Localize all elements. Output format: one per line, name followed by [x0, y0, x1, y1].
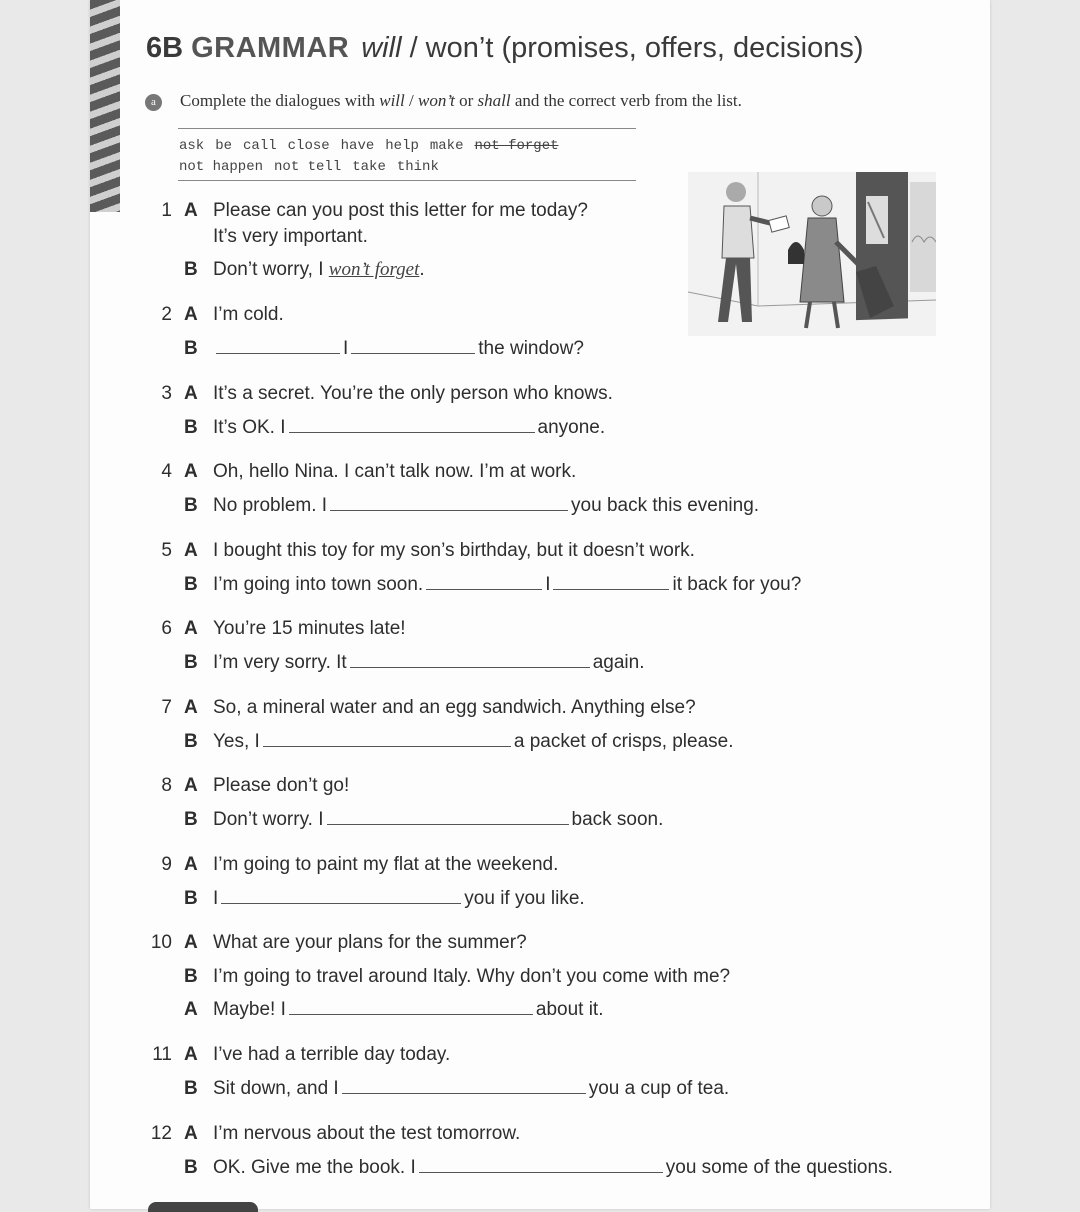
speaker-label: A — [184, 304, 198, 325]
speaker-label: A — [184, 775, 198, 796]
dialogue-line — [213, 495, 759, 517]
line-text-after: again. — [592, 652, 645, 673]
dialogue-number: 2 — [161, 304, 172, 325]
speaker-label: B — [184, 338, 198, 359]
dialogue-number: 5 — [161, 540, 172, 561]
dialogue-line — [213, 417, 605, 439]
line-text-middle: I — [545, 574, 551, 595]
answer-blank[interactable] — [221, 889, 461, 904]
line-text-before: Don’t worry, I — [213, 259, 329, 280]
line-text-before: OK. Give me the book. I — [213, 1157, 416, 1178]
dialogue-line — [213, 338, 584, 360]
dialogue-line: You’re 15 minutes late! — [213, 618, 406, 639]
dialogue-line — [213, 652, 645, 674]
answer-blank[interactable] — [419, 1158, 663, 1173]
speaker-label: A — [184, 540, 198, 561]
line-text-middle: I — [343, 338, 349, 359]
answer-blank[interactable] — [553, 575, 669, 590]
speaker-label: B — [184, 966, 198, 987]
speaker-label: A — [184, 999, 198, 1020]
dialogue-number: 4 — [161, 461, 172, 482]
dialogue-line: I bought this toy for my son’s birthday, but it doesn’t work. — [213, 540, 695, 561]
speaker-label: A — [184, 618, 198, 639]
line-text-before: I’m very sorry. It — [213, 652, 347, 673]
answer-blank[interactable] — [351, 339, 475, 354]
answer-blank[interactable] — [327, 810, 569, 825]
line-text-before: Sit down, and I — [213, 1078, 339, 1099]
line-text-before: I — [213, 888, 219, 909]
speaker-label: A — [184, 697, 198, 718]
worksheet-page — [90, 0, 990, 1209]
dialogue-line: It’s very important. — [213, 226, 368, 247]
dialogue-line: I’m going to paint my flat at the weekend. — [213, 854, 559, 875]
speaker-label: A — [184, 383, 198, 404]
word-list-row-2: not happen not tell take think — [179, 159, 439, 175]
speaker-label: B — [184, 1157, 198, 1178]
line-text-after: it back for you? — [672, 574, 802, 595]
speaker-label: B — [184, 888, 198, 909]
dialogue-number: 3 — [161, 383, 172, 404]
speaker-label: A — [184, 1044, 198, 1065]
line-text-before: No problem. I — [213, 495, 328, 516]
line-text-after: back soon. — [571, 809, 664, 830]
speaker-label: B — [184, 1078, 198, 1099]
speaker-label: B — [184, 652, 198, 673]
page-title: 6B GRAMMAR will / won’t (promises, offers, decisions) — [146, 32, 864, 64]
speaker-label: B — [184, 574, 198, 595]
line-text-before: It’s OK. I — [213, 417, 286, 438]
dialogue-line — [213, 888, 585, 910]
dialogue-line: I’m going to travel around Italy. Why don’t you come with me? — [213, 966, 731, 987]
dialogue-number: 12 — [150, 1123, 172, 1144]
dialogue-line: It’s a secret. You’re the only person who knows. — [213, 383, 613, 404]
word-list-row-1: ask be call close have help make not forget — [179, 138, 559, 154]
speaker-label: B — [184, 417, 198, 438]
line-text-after: you back this evening. — [571, 495, 760, 516]
dialogue-line — [213, 574, 801, 596]
line-text-before: Maybe! I — [213, 999, 286, 1020]
example-answer: won’t forget — [328, 259, 420, 280]
answer-blank[interactable] — [350, 653, 590, 668]
dialogue-number: 6 — [161, 618, 172, 639]
dialogue-line: What are your plans for the summer? — [213, 932, 527, 953]
dialogue-number: 7 — [161, 697, 172, 718]
exercise-instruction: Complete the dialogues with will / won’t or shall and the correct verb from the list. — [180, 91, 742, 110]
answer-blank[interactable] — [216, 339, 340, 354]
dialogue-number: 1 — [161, 200, 172, 221]
exercise-letter-badge: a — [145, 94, 162, 111]
dialogue-line — [213, 809, 663, 831]
dialogue-line: I’m nervous about the test tomorrow. — [213, 1123, 521, 1144]
dialogue-number: 11 — [152, 1044, 172, 1065]
dialogue-line: Please don’t go! — [213, 775, 350, 796]
line-text-after: anyone. — [537, 417, 606, 438]
line-text-after: you if you like. — [464, 888, 585, 909]
line-text-after: a packet of crisps, please. — [513, 731, 734, 752]
page-edge-decoration — [90, 0, 120, 212]
answer-blank[interactable] — [289, 418, 535, 433]
answer-blank[interactable] — [330, 496, 568, 511]
speaker-label: A — [184, 461, 198, 482]
line-text-before: Yes, I — [213, 731, 260, 752]
dialogue-line — [213, 259, 425, 281]
speaker-label: A — [184, 200, 198, 221]
speaker-label: A — [184, 854, 198, 875]
speaker-label: A — [184, 932, 198, 953]
word-list-bottom-rule — [178, 180, 636, 181]
speaker-label: B — [184, 809, 198, 830]
line-text-after: about it. — [535, 999, 604, 1020]
line-text-after: you some of the questions. — [665, 1157, 893, 1178]
dialogue-line: Oh, hello Nina. I can’t talk now. I’m at work. — [213, 461, 577, 482]
dialogue-number: 9 — [161, 854, 172, 875]
answer-blank[interactable] — [342, 1079, 586, 1094]
dialogue-line — [213, 999, 603, 1021]
answer-blank[interactable] — [263, 732, 511, 747]
line-text-before: I’m going into town soon. — [213, 574, 424, 595]
speaker-label: A — [184, 1123, 198, 1144]
dialogue-line — [213, 1157, 893, 1179]
dialogue-line: I’m cold. — [213, 304, 284, 325]
dialogue-line — [213, 1078, 729, 1100]
speaker-label: B — [184, 731, 198, 752]
line-text-after: the window? — [478, 338, 584, 359]
line-text-before: Don’t worry. I — [213, 809, 324, 830]
dialogue-line: So, a mineral water and an egg sandwich. Anything else? — [213, 697, 696, 718]
struck-word: not forget — [474, 138, 559, 154]
dialogue-line: Please can you post this letter for me today? — [213, 200, 588, 221]
dialogue-number: 10 — [150, 932, 172, 953]
speaker-label: B — [184, 259, 198, 280]
dialogue-number: 8 — [161, 775, 172, 796]
dialogue-line: I’ve had a terrible day today. — [213, 1044, 451, 1065]
line-text-after: you a cup of tea. — [588, 1078, 730, 1099]
illustration-man-and-woman — [688, 172, 936, 336]
speaker-label: B — [184, 495, 198, 516]
page-bottom-tab — [148, 1202, 258, 1212]
answer-blank[interactable] — [289, 1000, 533, 1015]
dialogue-line — [213, 731, 734, 753]
answer-blank[interactable] — [426, 575, 542, 590]
line-text-after: . — [419, 259, 425, 280]
word-list-top-rule — [178, 128, 636, 129]
